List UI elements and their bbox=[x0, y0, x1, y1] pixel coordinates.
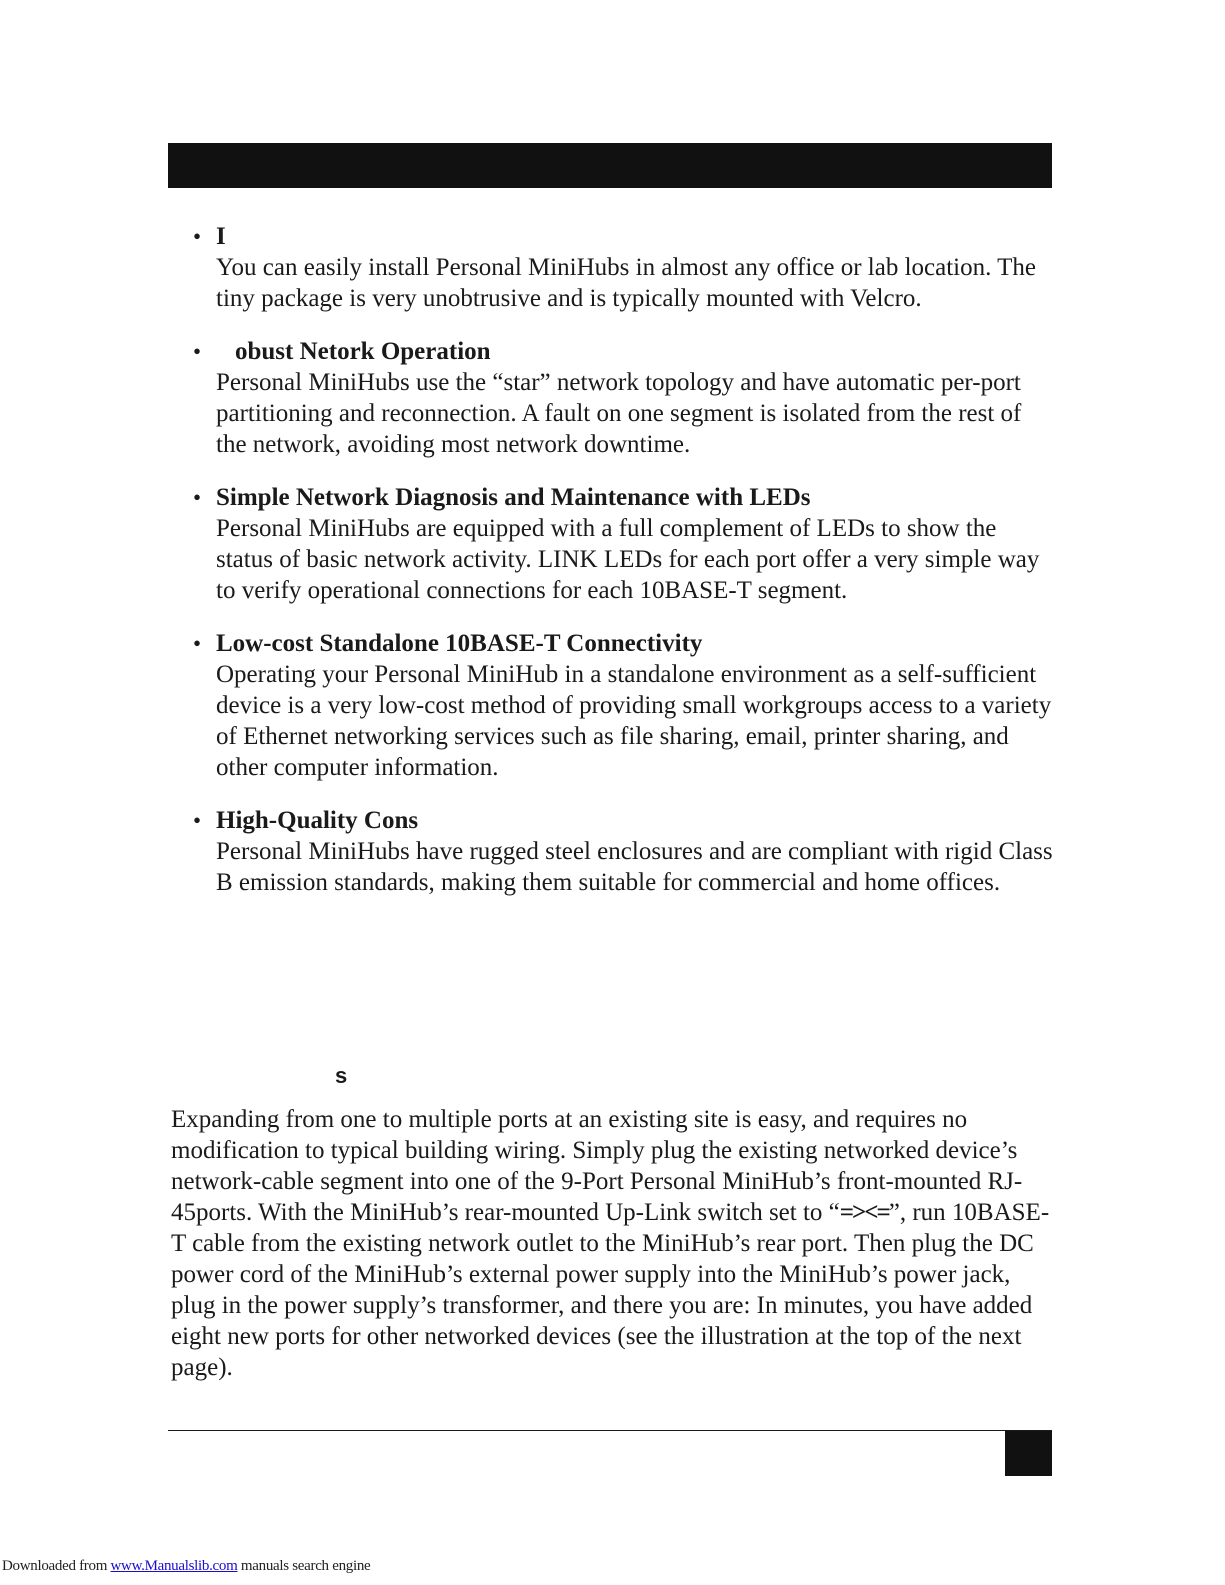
section-heading: s bbox=[335, 1063, 348, 1088]
download-notice bbox=[2, 1556, 370, 1576]
bullet: • bbox=[193, 224, 202, 249]
download-prefix: Downloaded from bbox=[2, 1558, 111, 1574]
feature-body: Operating your Personal MiniHub in a standalone environment as a self-sufficient device is a very low-cost method of providing small workgroups access to a variety of Ethernet networking services such as file sharing, email, printer sharing, and other computer information. bbox=[216, 661, 1052, 781]
feature-title: I bbox=[216, 223, 226, 250]
feature-body: Personal MiniHubs are equipped with a full complement of LEDs to show the status of basic network activity. LINK LEDs for each port offer a very simple way to verify operational connections for each 10BASE-T segment. bbox=[216, 515, 1040, 604]
feature-body: Personal MiniHubs have rugged steel enclosures and are compliant with rigid Class B emission standards, making them suitable for commercial and home offices. bbox=[216, 838, 1053, 896]
download-suffix: manuals search engine bbox=[237, 1558, 371, 1574]
footer-rule bbox=[168, 1430, 1052, 1431]
feature-title: Simple Network Diagnosis and Maintenance with LEDs bbox=[216, 484, 811, 511]
bullet: • bbox=[193, 339, 202, 364]
feature-item bbox=[193, 221, 1053, 314]
bullet: • bbox=[193, 631, 202, 656]
feature-item bbox=[193, 482, 1053, 606]
paragraph-text-before: Expanding from one to multiple ports at an existing site is easy, and requires no modification to typical building wiring. Simply plug the existing networked device’s network-cable segment into one of the 9-Port Personal MiniHub’s front-mounted RJ-45ports. With the MiniHub’s rear-mounted Up-Link switch set to “ bbox=[171, 1106, 1023, 1226]
page-number-box bbox=[1005, 1431, 1052, 1476]
feature-body: You can easily install Personal MiniHubs in almost any office or lab location. The tiny package is very unobtrusive and is typically mounted with Velcro. bbox=[216, 254, 1037, 312]
bullet: • bbox=[193, 485, 202, 510]
feature-body: Personal MiniHubs use the “star” network topology and have automatic per-port partitioning and reconnection. A fault on one segment is isolated from the rest of the network, avoiding most network downtime. bbox=[216, 369, 1022, 458]
manualslib-link[interactable]: www.Manualslib.com bbox=[110, 1558, 238, 1574]
bullet: • bbox=[193, 808, 202, 833]
header-bar bbox=[168, 143, 1052, 188]
feature-title: High-Quality Cons bbox=[216, 807, 419, 834]
feature-list bbox=[193, 221, 1053, 920]
feature-item bbox=[193, 336, 1053, 460]
feature-title: obust Netork Operation bbox=[235, 338, 491, 365]
body-paragraph bbox=[171, 1104, 1051, 1383]
feature-item bbox=[193, 628, 1053, 783]
uplink-switch-symbol: =><= bbox=[839, 1199, 889, 1226]
paragraph-text-after: ”, run 10BASE-T cable from the existing network outlet to the MiniHub’s rear port. Then plug the DC power cord of the MiniHub’s external power supply into the MiniHub’s power jack, plug in the power supply’s transformer, and there you are: In minutes, you have added eight new ports for other networked devices (see the illustration at the top of the next page). bbox=[171, 1199, 1050, 1381]
feature-item bbox=[193, 805, 1053, 898]
feature-title: Low-cost Standalone 10BASE-T Connectivity bbox=[216, 630, 703, 657]
